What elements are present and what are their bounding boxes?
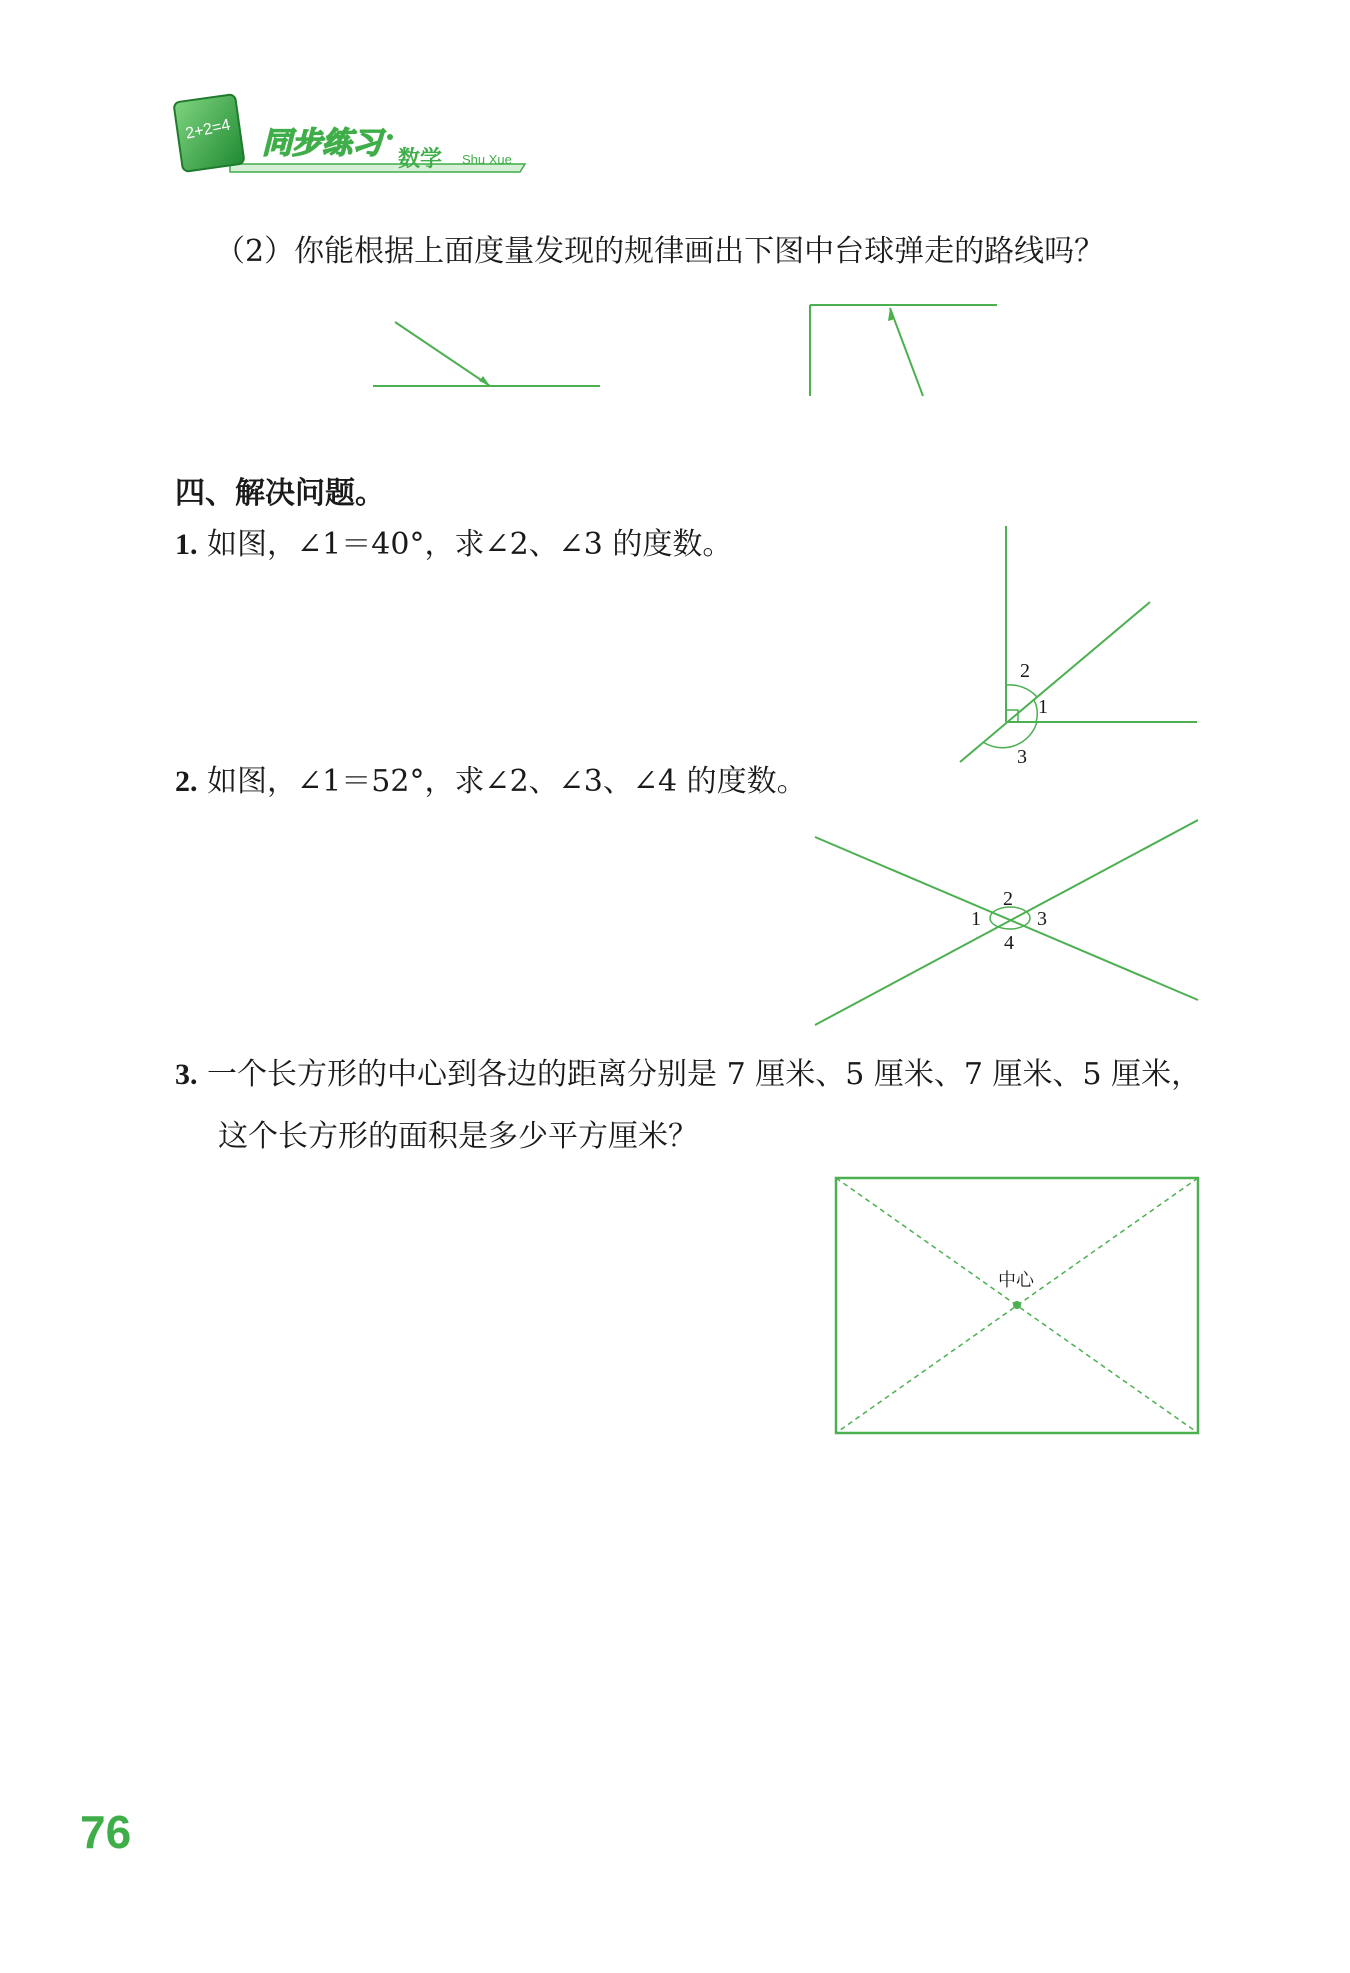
problem-text: 如图，∠1＝52°，求∠2、∠3、∠4 的度数。 [207, 764, 807, 799]
angle-3-label: 3 [1017, 746, 1027, 768]
arrow-head-icon [479, 376, 490, 386]
problem-2-diagram [810, 815, 1205, 1030]
angle-1-label: 1 [971, 908, 981, 930]
section-four-title: 四、解决问题。 [175, 476, 385, 511]
problem-number: 1. [175, 528, 198, 561]
subject-label: 数学 [398, 147, 443, 172]
problem-3 [175, 1055, 1201, 1095]
problem-number: 3. [175, 1058, 198, 1091]
angle-1-label: 1 [1038, 696, 1048, 718]
problem-number: 2. [175, 765, 198, 798]
billiard-diagrams [360, 300, 1010, 410]
center-label: 中心 [998, 1270, 1034, 1291]
problem-2 [175, 762, 807, 802]
badge-text: 2+2=4 [184, 116, 232, 143]
billiard-left-diagram [373, 322, 600, 386]
problem-1 [175, 525, 732, 565]
problem-text: 如图，∠1＝40°，求∠2、∠3 的度数。 [207, 527, 733, 562]
angle-4-label: 4 [1004, 932, 1014, 954]
angle-2-label: 2 [1020, 660, 1030, 682]
subject-pinyin: Shu Xue [462, 152, 512, 167]
page-number: 76 [80, 1806, 132, 1858]
angle-2-label: 2 [1003, 888, 1013, 910]
right-angle-mark [1006, 710, 1018, 722]
problem-text: 一个长方形的中心到各边的距离分别是 7 厘米、5 厘米、7 厘米、5 厘米， [207, 1057, 1202, 1092]
part-two-question: （2）你能根据上面度量发现的规律画出下图中台球弹走的路线吗？ [215, 234, 1105, 269]
series-title: 同步练习 [262, 126, 382, 161]
center-point [1013, 1301, 1021, 1309]
problem-3-line-2: 这个长方形的面积是多少平方厘米？ [218, 1119, 698, 1154]
billiard-right-diagram [810, 305, 997, 396]
problem-3-rectangle [830, 1172, 1205, 1437]
problem-1-diagram [950, 520, 1200, 770]
angle-3-label: 3 [1037, 908, 1047, 930]
